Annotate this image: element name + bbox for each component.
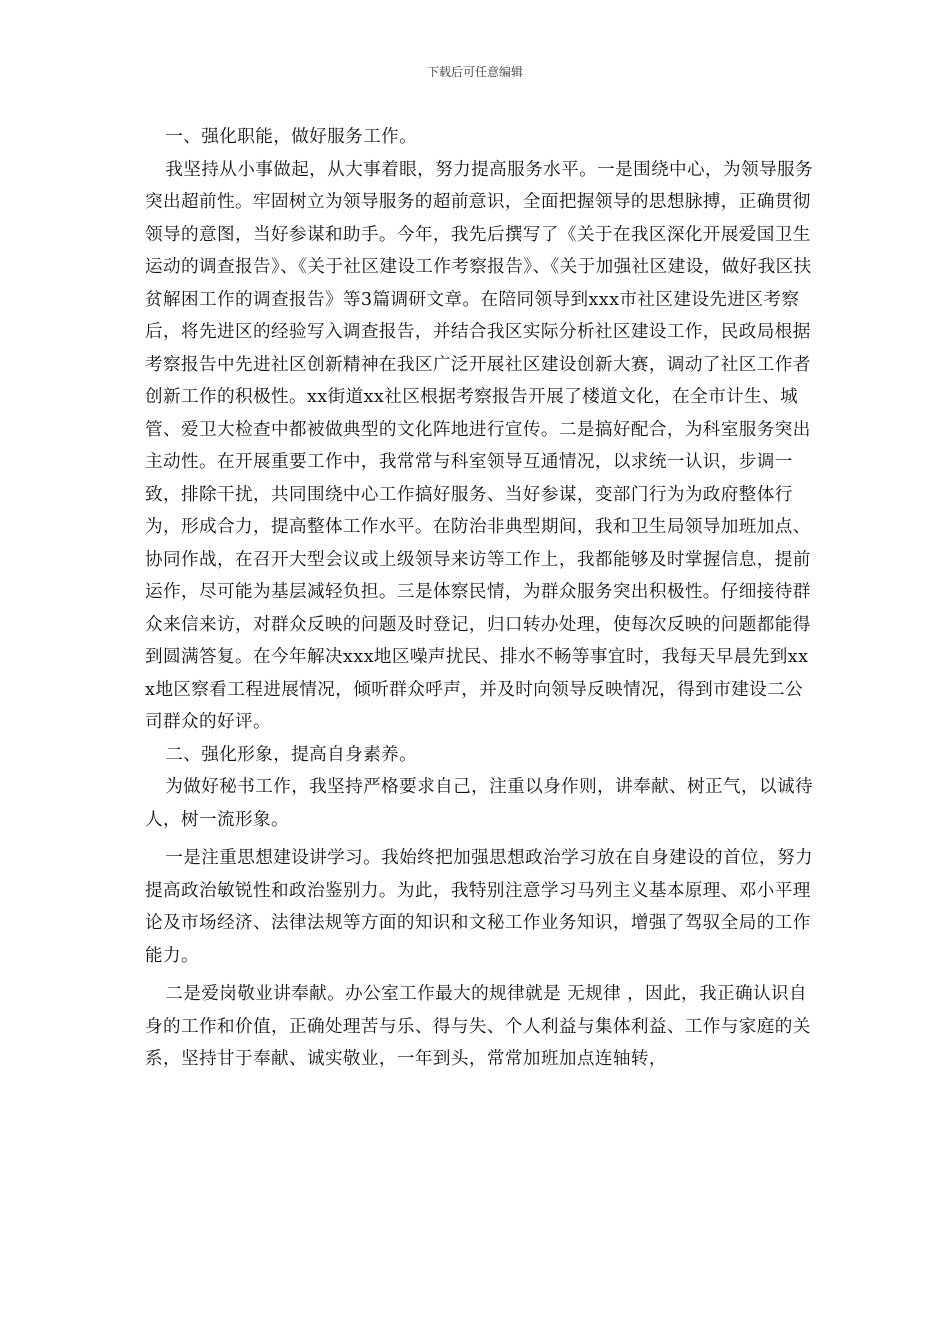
paragraph-service-work: 我坚持从小事做起，从大事着眼，努力提高服务水平。一是围绕中心，为领导服务突出超前性。牢固树立为领导服务的超前意识，全面把握领导的思想脉搏，正确贯彻领导的意图，当好参谋和助手。今年，我先后撰写了《关于在我区深化开展爱国卫生运动的调查报告》、《关于社区建设工作考察报告》、《关于加强社区建设，做好我区扶贫解困工作的调查报告》等3篇调研文章。在陪同领导到xxx市社区建设先进区考察后，将先进区的经验写入调查报告，并结合我区实际分析社区建设工作，民政局根据考察报告中先进社区创新精神在我区广泛开展社区建设创新大赛，调动了社区工作者创新工作的积极性。xx街道xx社区根据考察报告开展了楼道文化，在全市计生、城管、爱卫大检查中都被做典型的文化阵地进行宣传。二是搞好配合，为科室服务突出主动性。在开展重要工作中，我常常与科室领导互通情况，以求统一认识，步调一致，排除干扰，共同围绕中心工作搞好服务、当好参谋，变部门行为为政府整体行为，形成合力，提高整体工作水平。在防治非典型期间，我和卫生局领导加班加点、协同作战，在召开大型会议或上级领导来访等工作上，我都能够及时掌握信息，提前运作，尽可能为基层减轻负担。三是体察民情，为群众服务突出积极性。仔细接待群众来信来访，对群众反映的问题及时登记，归口转办处理，使每次反映的问题都能得到圆满答复。在今年解决xxx地区噪声扰民、排水不畅等事宜时，我每天早晨先到xxx地区察看工程进展情况，倾听群众呼声，并及时向领导反映情况，得到市建设二公司群众的好评。 <box>145 159 814 732</box>
paragraph-secretary-work: 为做好秘书工作，我坚持严格要求自己，注重以身作则，讲奉献、树正气，以诚待人，树一流形象。 <box>145 777 814 830</box>
section-heading-1: 一、强化职能，做好服务工作。 <box>165 127 418 147</box>
paragraph-study: 一是注重思想建设讲学习。我始终把加强思想政治学习放在自身建设的首位，努力提高政治敏锐性和政治鉴别力。为此，我特别注意学习马列主义基本原理、邓小平理论及市场经济、法律法规等方面的知识和文秘工作业务知识，增强了驾驭全局的工作能力。 <box>145 848 814 966</box>
paragraph-dedication: 二是爱岗敬业讲奉献。办公室工作最大的规律就是 无规律 ，因此，我正确认识自身的工作和价值，正确处理苦与乐、得与失、个人利益与集体利益、工作与家庭的关系，坚持甘于奉献、诚实敬业，一年到头，常常加班加点连轴转， <box>145 984 811 1069</box>
page-header: 下载后可任意编辑 <box>426 65 523 79</box>
document-body <box>145 121 813 1076</box>
section-heading-2: 二、强化形象，提高自身素养。 <box>165 744 418 765</box>
